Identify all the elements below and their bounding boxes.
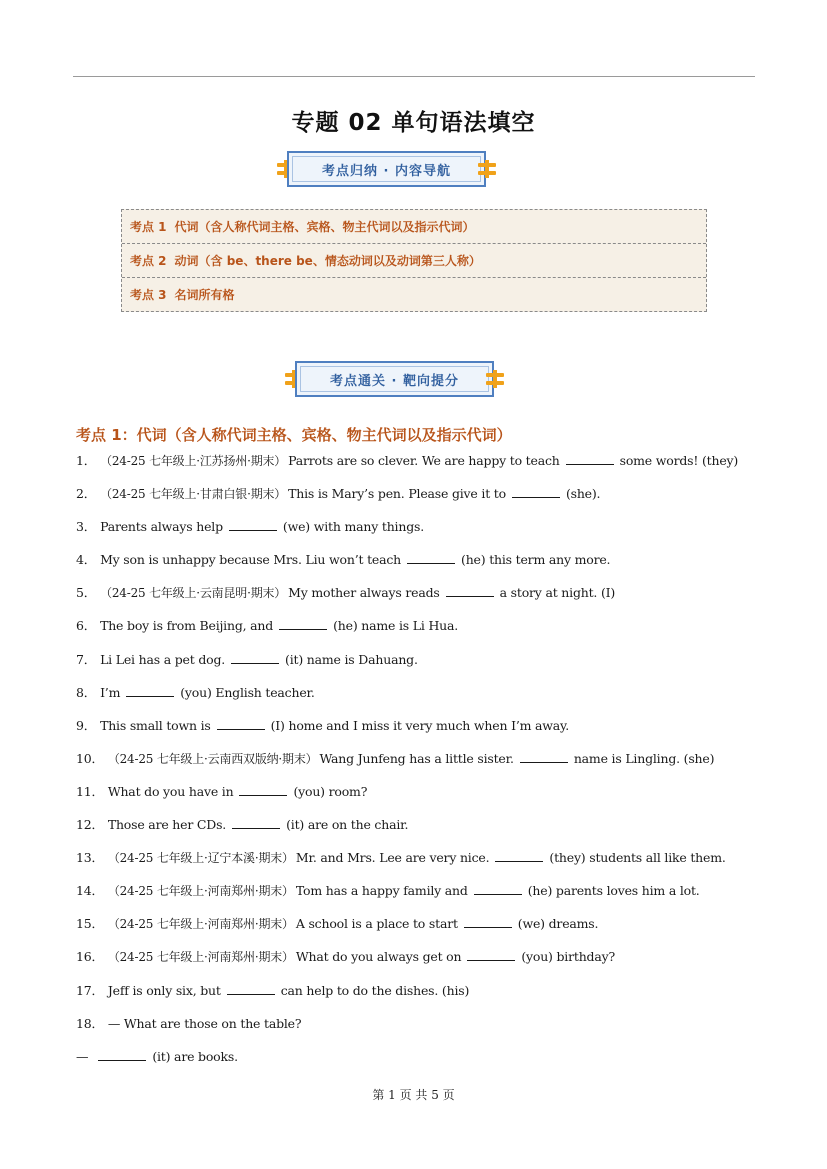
question-item xyxy=(76,450,766,483)
answer-blank[interactable] xyxy=(512,484,560,498)
answer-blank[interactable] xyxy=(126,683,174,697)
question-item xyxy=(76,516,766,549)
question-number: 8． xyxy=(76,684,97,700)
question-hint: (you) birthday? xyxy=(521,949,615,965)
question-number: 17． xyxy=(76,982,104,998)
question-number: 10． xyxy=(76,750,104,766)
answer-blank[interactable] xyxy=(467,947,515,961)
header-rule xyxy=(73,76,755,77)
question-text: My mother always reads xyxy=(288,585,440,601)
question-text: Parents always help xyxy=(100,519,223,535)
question-text: Parrots are so clever. We are happy to teach xyxy=(288,453,560,468)
answer-blank[interactable] xyxy=(474,881,522,895)
question-hint: some words! (they) xyxy=(619,453,739,468)
question-number: 7． xyxy=(76,651,97,667)
question-text: My son is unhappy because Mrs. Liu won’t teach xyxy=(100,552,402,568)
question-source: （24-25 七年级上·河南郑州·期末） xyxy=(107,884,294,899)
question-item xyxy=(76,847,766,880)
question-number: 1． xyxy=(76,453,97,468)
question-text: What do you always get on xyxy=(295,949,462,965)
toc-box xyxy=(121,209,707,312)
question-text: The boy is from Beijing, and xyxy=(100,618,274,634)
question-item xyxy=(76,1046,766,1079)
practice-banner xyxy=(285,361,504,397)
question-item xyxy=(76,1013,766,1046)
question-text: Those are her CDs. xyxy=(107,817,227,833)
question-item xyxy=(76,880,766,913)
question-number: 4． xyxy=(76,552,97,568)
toc-item-1[interactable]: 考点 1 代词（含人称代词主格、宾格、物主代词以及指示代词） xyxy=(122,210,706,244)
answer-blank[interactable] xyxy=(566,451,614,465)
answer-blank[interactable] xyxy=(217,716,265,730)
question-item xyxy=(76,748,766,781)
question-hint: (it) are books. xyxy=(152,1048,238,1064)
question-number: 11． xyxy=(76,783,104,799)
page-footer: 第 1 页 共 5 页 xyxy=(372,1088,455,1102)
question-text: This is Mary’s pen. Please give it to xyxy=(288,486,506,502)
question-hint: (it) are on the chair. xyxy=(286,817,409,833)
question-item xyxy=(76,649,766,682)
question-hint: (you) room? xyxy=(293,783,368,799)
section-heading: 考点 1：代词（含人称代词主格、宾格、物主代词以及指示代词） xyxy=(76,426,512,444)
question-item xyxy=(76,549,766,582)
bolt-right-icon xyxy=(478,160,496,178)
answer-blank[interactable] xyxy=(407,550,455,564)
question-text: I’m xyxy=(100,684,121,700)
question-item xyxy=(76,715,766,748)
question-text: Tom has a happy family and xyxy=(295,883,468,899)
question-source: （24-25 七年级上·辽宁本溪·期末） xyxy=(107,851,294,866)
question-text: — What are those on the table? xyxy=(107,1015,302,1031)
question-hint: (we) dreams. xyxy=(517,916,599,932)
question-text: What do you have in xyxy=(107,783,234,799)
question-item xyxy=(76,781,766,814)
nav-banner-label: 考点归纳 · 内容导航 xyxy=(287,151,486,187)
question-number: 9． xyxy=(76,717,97,733)
question-list xyxy=(76,450,766,1079)
question-number: 13． xyxy=(76,850,104,866)
question-hint: (he) name is Li Hua. xyxy=(333,618,459,634)
question-text: A school is a place to start xyxy=(295,916,458,932)
answer-blank[interactable] xyxy=(229,517,277,531)
question-number: 5． xyxy=(76,585,97,601)
question-number: 2． xyxy=(76,486,97,502)
question-text: Wang Junfeng has a little sister. xyxy=(319,750,514,766)
toc-item-2[interactable]: 考点 2 动词（含 be、there be、情态动词以及动词第三人称） xyxy=(122,244,706,278)
question-number: 16． xyxy=(76,949,104,965)
question-hint: (he) this term any more. xyxy=(461,552,611,568)
question-item xyxy=(76,615,766,648)
question-number: 3． xyxy=(76,519,97,535)
question-number: 12． xyxy=(76,817,104,833)
question-number: 15． xyxy=(76,916,104,932)
answer-blank[interactable] xyxy=(98,1047,146,1061)
question-text: Li Lei has a pet dog. xyxy=(100,651,226,667)
question-text: Jeff is only six, but xyxy=(107,982,221,998)
question-hint: (she). xyxy=(565,486,601,502)
question-text: Mr. and Mrs. Lee are very nice. xyxy=(295,850,490,866)
answer-blank[interactable] xyxy=(464,914,512,928)
question-item xyxy=(76,980,766,1013)
question-hint: (it) name is Dahuang. xyxy=(285,651,418,667)
answer-blank[interactable] xyxy=(231,650,279,664)
answer-blank[interactable] xyxy=(239,782,287,796)
answer-blank[interactable] xyxy=(495,848,543,862)
question-hint: (they) students all like them. xyxy=(549,850,726,866)
question-item xyxy=(76,682,766,715)
answer-blank[interactable] xyxy=(232,815,280,829)
question-source: （24-25 七年级上·甘肃白银·期末） xyxy=(100,487,287,502)
question-source: （24-25 七年级上·云南昆明·期末） xyxy=(100,586,287,601)
question-source: （24-25 七年级上·云南西双版纳·期末） xyxy=(107,751,318,766)
answer-blank[interactable] xyxy=(520,749,568,763)
question-hint: name is Lingling. (she) xyxy=(573,750,715,766)
question-hint: a story at night. (I) xyxy=(499,585,616,601)
question-number: 14． xyxy=(76,883,104,899)
question-hint: can help to do the dishes. (his) xyxy=(280,982,470,998)
question-source: （24-25 七年级上·河南郑州·期末） xyxy=(107,950,294,965)
question-source: （24-25 七年级上·河南郑州·期末） xyxy=(107,917,294,932)
question-number: 6． xyxy=(76,618,97,634)
question-text: This small town is xyxy=(100,717,211,733)
question-hint: (we) with many things. xyxy=(282,519,424,535)
practice-banner-label: 考点通关 · 靶向提分 xyxy=(295,361,494,397)
answer-blank[interactable] xyxy=(279,616,327,630)
question-item xyxy=(76,946,766,979)
question-item xyxy=(76,913,766,946)
bolt-right-icon xyxy=(486,370,504,388)
question-hint: (I) home and I miss it very much when I’m away. xyxy=(270,717,570,733)
answer-blank[interactable] xyxy=(446,583,494,597)
question-item xyxy=(76,814,766,847)
question-number: — xyxy=(76,1048,89,1064)
answer-blank[interactable] xyxy=(227,981,275,995)
page-title: 专题 02 单句语法填空 xyxy=(291,110,536,136)
nav-banner xyxy=(277,151,496,187)
toc-item-3[interactable]: 考点 3 名词所有格 xyxy=(130,288,235,302)
question-number: 18． xyxy=(76,1015,104,1031)
question-hint: (he) parents loves him a lot. xyxy=(527,883,700,899)
question-hint: (you) English teacher. xyxy=(180,684,315,700)
question-item xyxy=(76,483,766,516)
question-source: （24-25 七年级上·江苏扬州·期末） xyxy=(100,454,287,468)
question-item xyxy=(76,582,766,615)
